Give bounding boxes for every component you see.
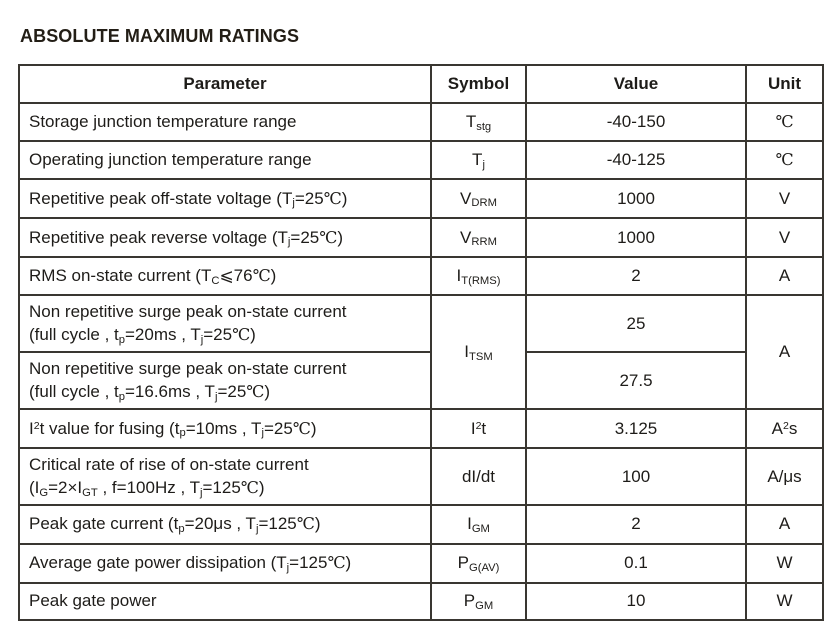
unit-cell: $A^2s$ bbox=[746, 409, 823, 448]
parameter-cell: Non repetitive surge peak on-state current (full cycle , $t_p=20ms$ , $T_j=25℃$) bbox=[19, 295, 431, 352]
symbol-cell: $P_{G(AV)}$ bbox=[431, 544, 526, 583]
value-cell: -40-150 bbox=[526, 103, 746, 141]
unit-cell: W bbox=[746, 583, 823, 620]
table-row bbox=[19, 179, 823, 218]
table-row bbox=[19, 103, 823, 141]
symbol-cell: $P_{GM}$ bbox=[431, 583, 526, 620]
value-cell: 1000 bbox=[526, 179, 746, 218]
symbol-cell: $I_{T(RMS)}$ bbox=[431, 257, 526, 295]
table-row bbox=[19, 141, 823, 179]
unit-cell: A bbox=[746, 257, 823, 295]
symbol-cell: dI/dt bbox=[431, 448, 526, 505]
value-cell: 2 bbox=[526, 257, 746, 295]
table-header-row bbox=[19, 65, 823, 103]
parameter-cell: Operating junction temperature range bbox=[19, 141, 431, 179]
parameter-cell: Repetitive peak off-state voltage $(T_j=25℃)$ bbox=[19, 179, 431, 218]
unit-cell: ℃ bbox=[746, 103, 823, 141]
symbol-cell: $V_{DRM}$ bbox=[431, 179, 526, 218]
unit-cell: V bbox=[746, 179, 823, 218]
symbol-cell: $T_{stg}$ bbox=[431, 103, 526, 141]
table-row bbox=[19, 409, 823, 448]
parameter-cell: $I^2t$ value for fusing ($t_p=10ms$ , $T_j=25℃$) bbox=[19, 409, 431, 448]
table-row bbox=[19, 257, 823, 295]
page-title: ABSOLUTE MAXIMUM RATINGS bbox=[20, 26, 300, 46]
table-row bbox=[19, 352, 823, 409]
table-row bbox=[19, 295, 823, 352]
symbol-cell: $I^2t$ bbox=[431, 409, 526, 448]
unit-cell-merged: A bbox=[746, 295, 823, 409]
symbol-cell: $V_{RRM}$ bbox=[431, 218, 526, 257]
table-row bbox=[19, 448, 823, 505]
table-row bbox=[19, 505, 823, 544]
header-unit: Unit bbox=[746, 65, 823, 103]
parameter-cell: Non repetitive surge peak on-state current (full cycle , $t_p=16.6ms$ , $T_j=25℃$) bbox=[19, 352, 431, 409]
symbol-cell: $T_j$ bbox=[431, 141, 526, 179]
header-parameter: Parameter bbox=[19, 65, 431, 103]
header-value: Value bbox=[526, 65, 746, 103]
value-cell: 10 bbox=[526, 583, 746, 620]
parameter-cell: Storage junction temperature range bbox=[19, 103, 431, 141]
table-row bbox=[19, 218, 823, 257]
value-cell: -40-125 bbox=[526, 141, 746, 179]
parameter-cell: Critical rate of rise of on-state current ($I_G=2\times I_{GT}$ , f=100Hz , $T_j=125℃$) bbox=[19, 448, 431, 505]
unit-cell: W bbox=[746, 544, 823, 583]
parameter-cell: RMS on-state current $(T_C⩽76℃)$ bbox=[19, 257, 431, 295]
symbol-cell-merged: $I_{TSM}$ bbox=[431, 295, 526, 409]
value-cell: 0.1 bbox=[526, 544, 746, 583]
header-symbol: Symbol bbox=[431, 65, 526, 103]
unit-cell: ℃ bbox=[746, 141, 823, 179]
unit-cell: V bbox=[746, 218, 823, 257]
value-cell: 100 bbox=[526, 448, 746, 505]
parameter-cell: Repetitive peak reverse voltage $(T_j=25℃)$ bbox=[19, 218, 431, 257]
value-cell: 2 bbox=[526, 505, 746, 544]
parameter-cell: Peak gate power bbox=[19, 583, 431, 620]
absolute-maximum-ratings-table bbox=[18, 64, 824, 621]
table-row bbox=[19, 583, 823, 620]
value-cell: 27.5 bbox=[526, 352, 746, 409]
value-cell: 3.125 bbox=[526, 409, 746, 448]
unit-cell: A bbox=[746, 505, 823, 544]
parameter-cell: Peak gate current ($t_p=20\mu s$ , $T_j=125℃$) bbox=[19, 505, 431, 544]
value-cell: 25 bbox=[526, 295, 746, 352]
value-cell: 1000 bbox=[526, 218, 746, 257]
parameter-cell: Average gate power dissipation $(T_j=125℃)$ bbox=[19, 544, 431, 583]
symbol-cell: $I_{GM}$ bbox=[431, 505, 526, 544]
table-row bbox=[19, 544, 823, 583]
unit-cell: A/μs bbox=[746, 448, 823, 505]
